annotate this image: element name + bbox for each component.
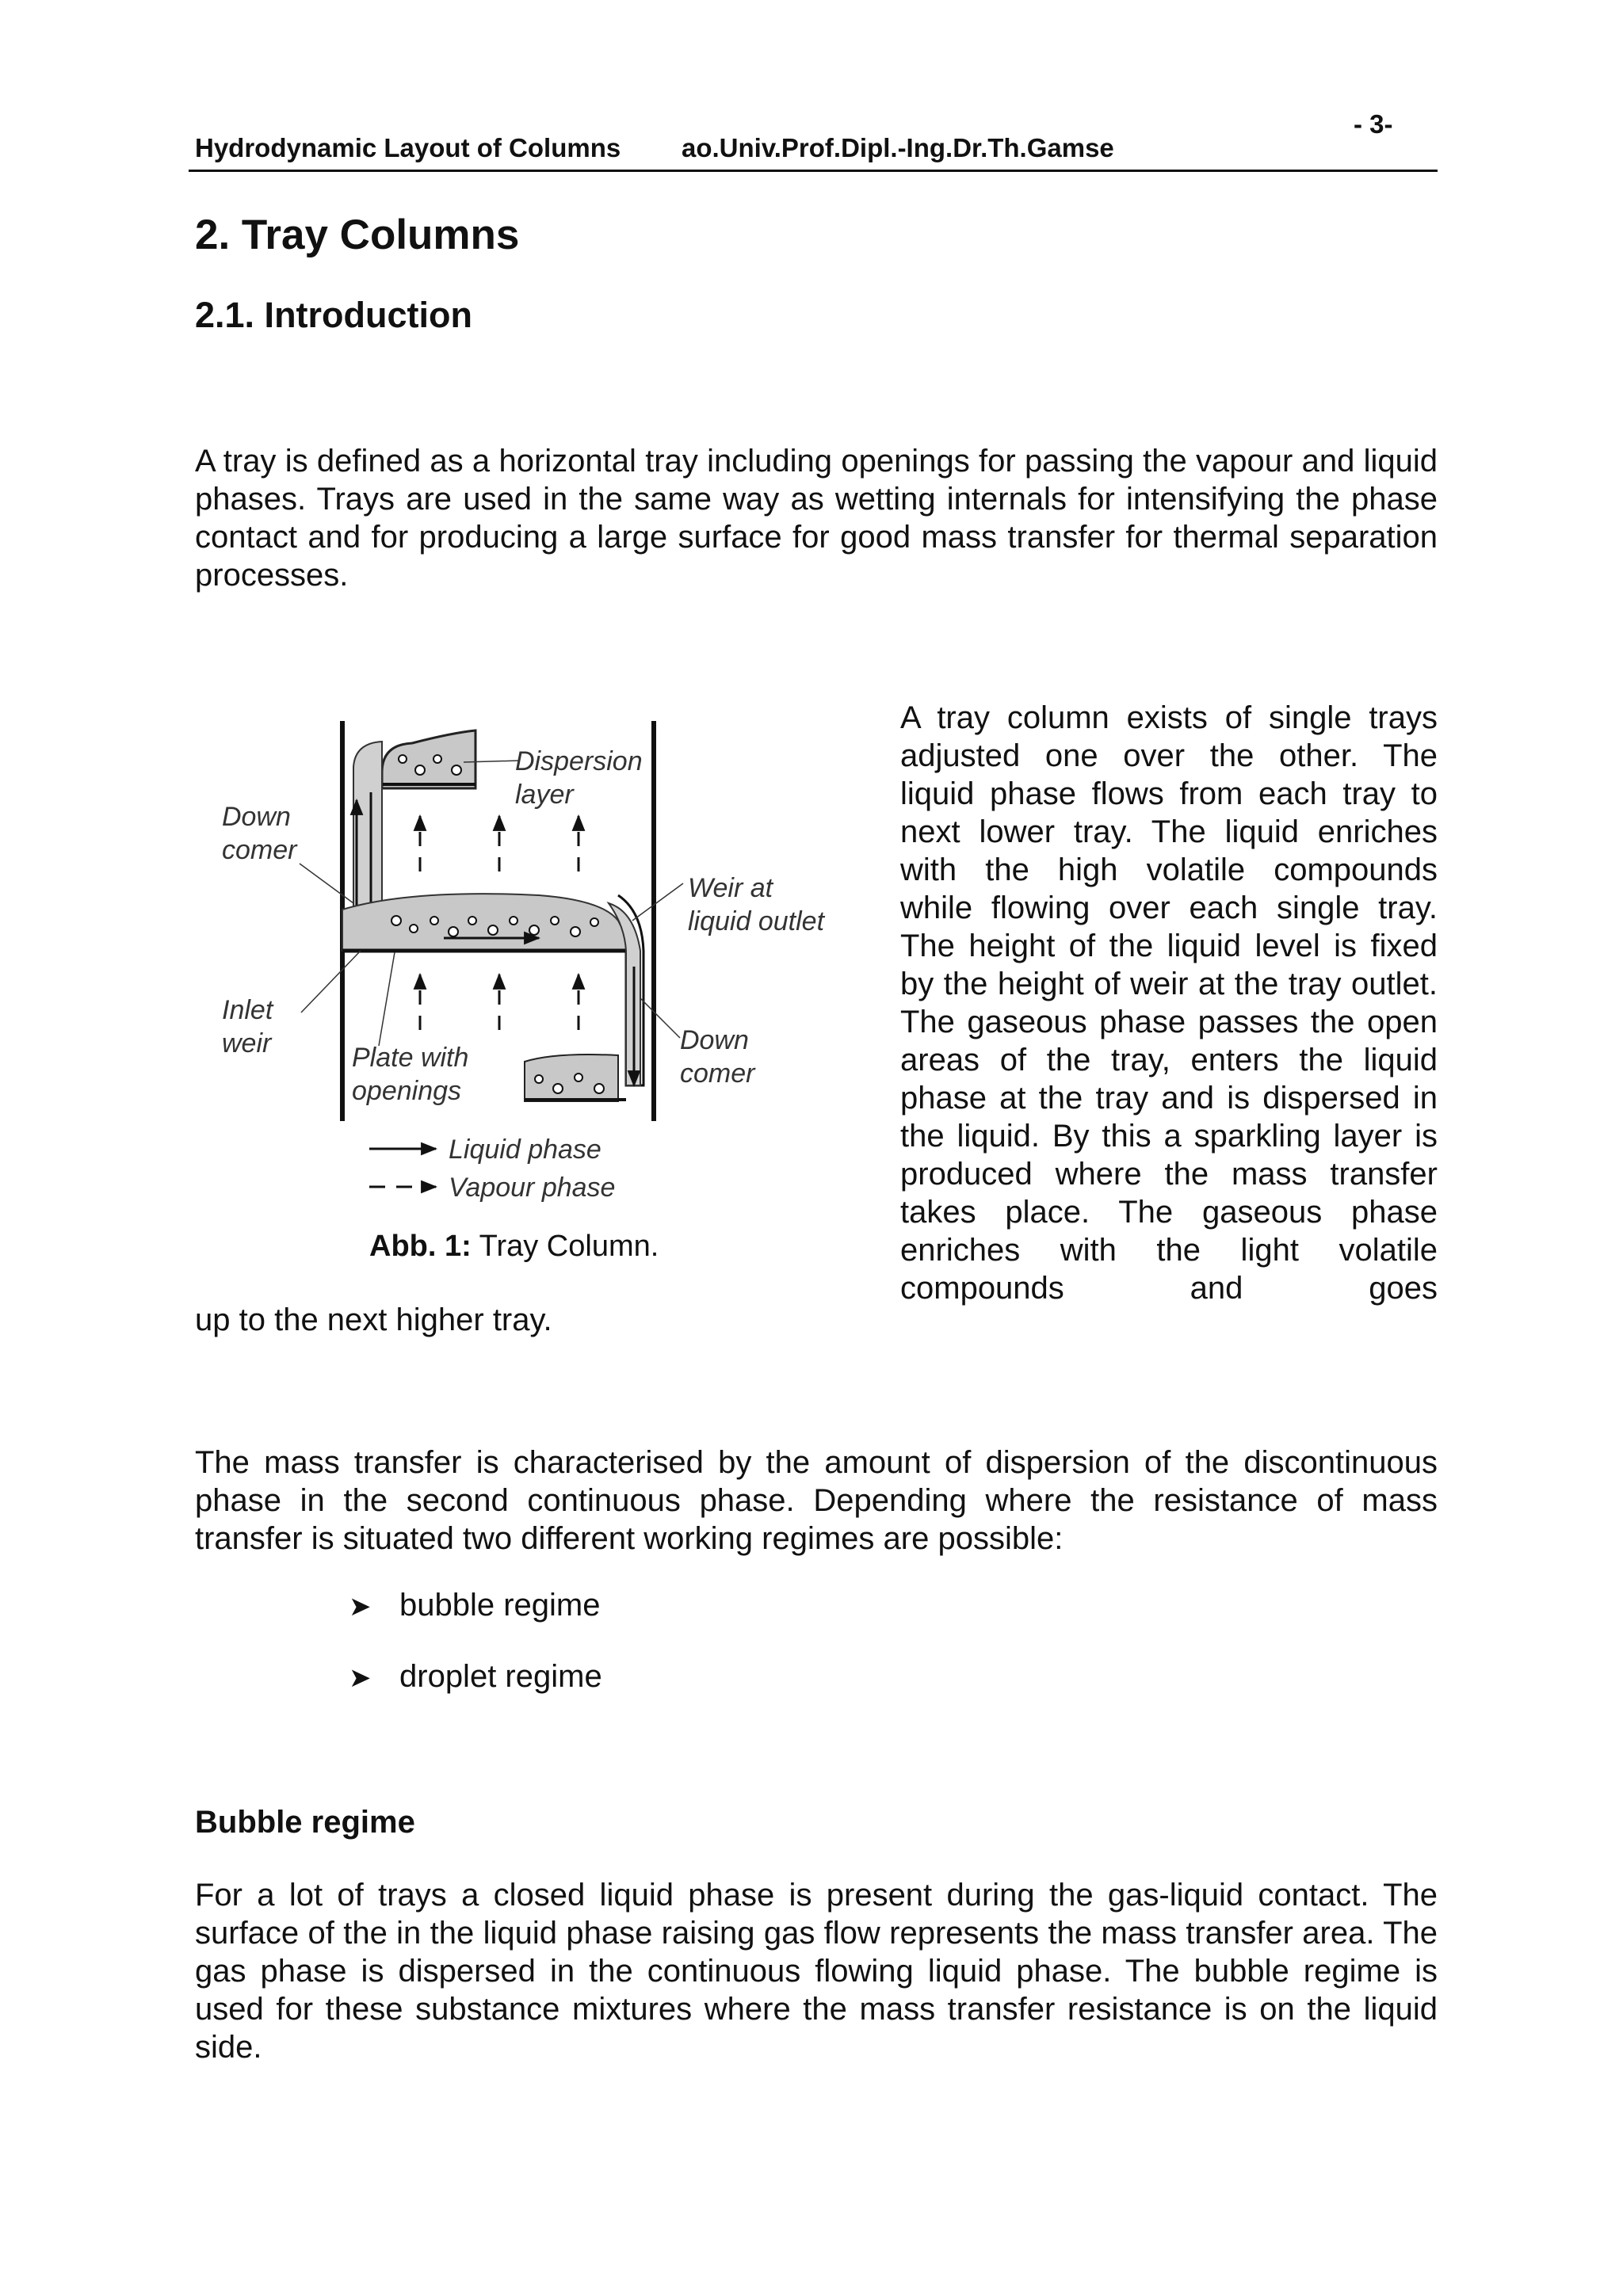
label-down-comer-left-2: comer xyxy=(222,835,297,865)
bubble-regime-heading: Bubble regime xyxy=(195,1805,415,1840)
page-number: - 3- xyxy=(1354,109,1393,139)
label-down-comer-left: Down xyxy=(222,802,291,832)
arrowhead-bullet-icon: ➤ xyxy=(349,1592,372,1622)
bubble-regime-paragraph: For a lot of trays a closed liquid phase is present during the gas-liquid contact. The surface of the in the liquid phase raising gas flow represents the mass transfer area. The gas phase is dispersed in the continuous flowing liquid phase. The bubble regime is used for these substance mixtures where the mass transfer resistance is on the liquid side. xyxy=(195,1878,1438,2065)
label-inlet-weir: Inlet xyxy=(222,995,273,1025)
bullet-text: bubble regime xyxy=(399,1588,601,1623)
running-header-title: Hydrodynamic Layout of Columns xyxy=(195,133,621,162)
column-description-end: up to the next higher tray. xyxy=(195,1302,552,1337)
running-header-author: ao.Univ.Prof.Dipl.-Ing.Dr.Th.Gamse xyxy=(682,133,1114,162)
intro-paragraph: A tray is defined as a horizontal tray including openings for passing the vapour and liquid phases. Trays are used in the same way as wetting internals for intensifying the phase contact and for producing a large surface for good mass transfer for thermal separation processes. xyxy=(195,444,1438,593)
column-description: A tray column exists of single trays adjusted one over the other. The liquid phase flows from each tray to next lower tray. The liquid enriches with the high volatile compounds while flowing over each single tray. The height of the liquid level is fixed by the height of weir at the tray outlet. The gaseous phase passes the open areas of the tray, enters the liquid phase at the tray and is dispersed in the liquid. By this a sparkling layer is produced where the mass transfer takes place. The gaseous phase enriches with the light volatile compounds and goes xyxy=(900,700,1438,1306)
upper-tray-liquid xyxy=(382,730,475,788)
header-rule xyxy=(189,170,1438,172)
label-weir: Weir at xyxy=(688,873,773,903)
label-down-comer-right: Down xyxy=(680,1025,749,1055)
subsection-title: 2.1. Introduction xyxy=(195,295,473,335)
middle-tray-liquid xyxy=(342,894,630,951)
label-plate-2: openings xyxy=(352,1076,462,1106)
label-dispersion: Dispersion xyxy=(515,746,643,776)
label-plate: Plate with xyxy=(352,1043,469,1073)
figure-caption xyxy=(369,1230,659,1264)
list-item xyxy=(349,1659,602,1695)
legend-vapour: Vapour phase xyxy=(449,1173,616,1203)
caption-text: Tray Column. xyxy=(479,1230,659,1263)
label-dispersion-2: layer xyxy=(515,780,574,810)
label-down-comer-right-2: comer xyxy=(680,1058,755,1089)
mass-transfer-paragraph: The mass transfer is characterised by the amount of dispersion of the discontinuous phase in the second continuous phase. Depending where the resistance of mass transfer is situated two different working regimes are possible: xyxy=(195,1445,1438,1556)
label-inlet-weir-2: weir xyxy=(222,1028,272,1058)
caption-label: Abb. 1: xyxy=(369,1230,472,1263)
label-weir-2: liquid outlet xyxy=(688,906,825,936)
bullet-text: droplet regime xyxy=(399,1659,602,1694)
section-title: 2. Tray Columns xyxy=(195,212,520,258)
tray-column-diagram xyxy=(206,713,856,1268)
tray-column-figure xyxy=(206,713,856,1268)
arrowhead-bullet-icon: ➤ xyxy=(349,1663,372,1693)
list-item xyxy=(349,1588,601,1623)
legend-liquid: Liquid phase xyxy=(449,1135,601,1165)
